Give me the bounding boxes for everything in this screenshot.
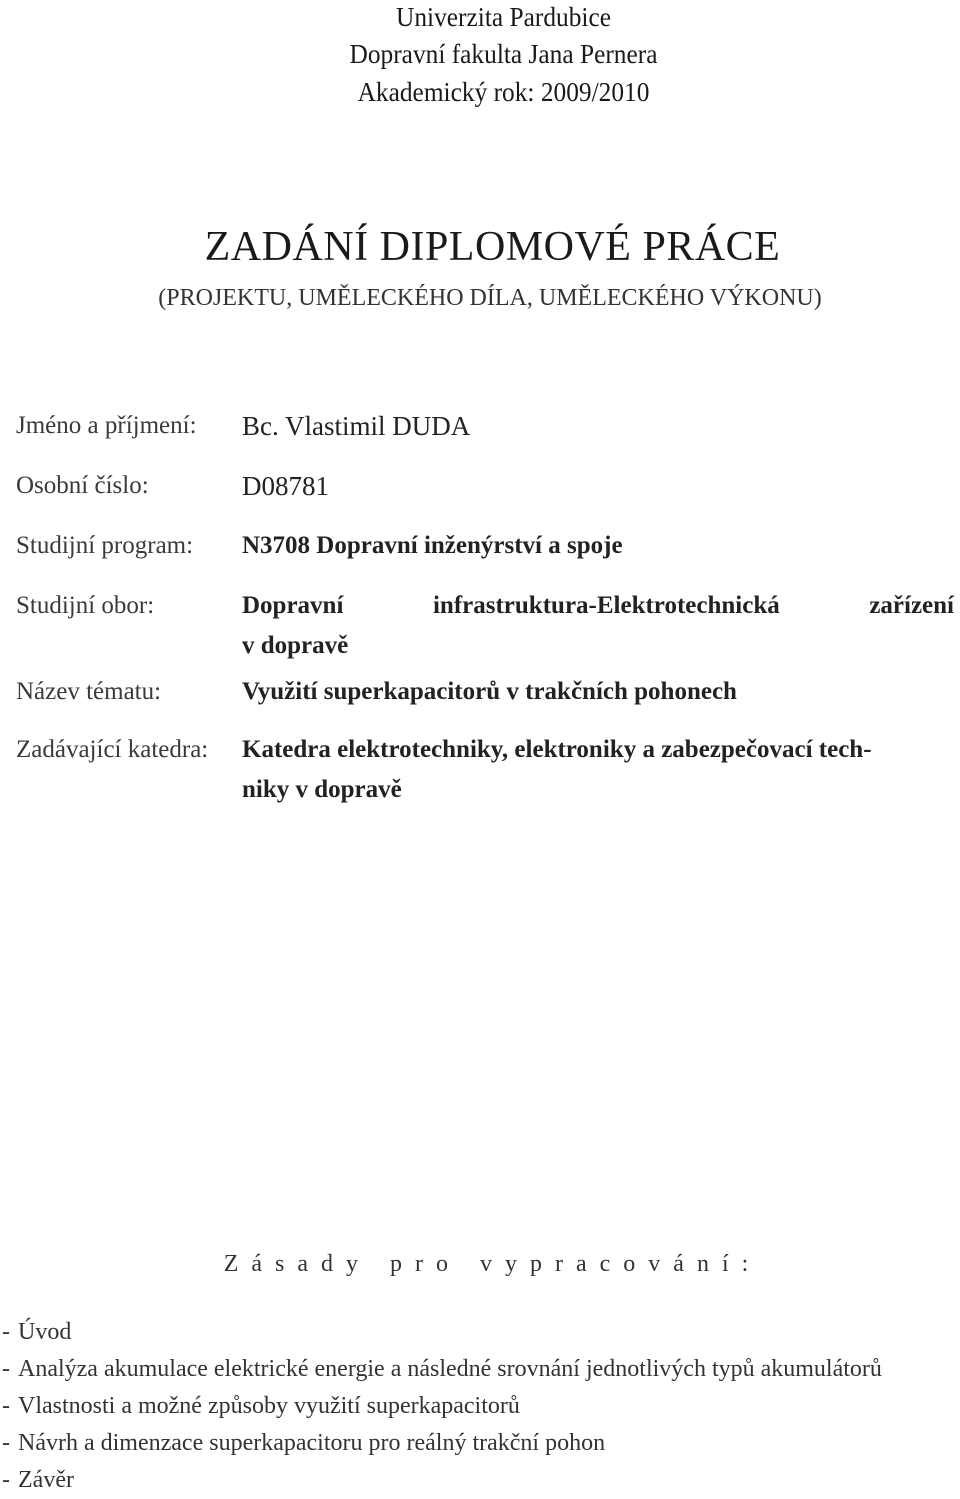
university-name: Univerzita Pardubice [396,2,611,32]
department-label: Zadávající katedra: [16,736,209,763]
department-line1: Katedra elektrotechniky, elektroniky a zabezpečovací tech- [242,736,872,763]
bullet-dash: - [2,1430,10,1456]
field-of-study-word1: Dopravní [242,592,344,619]
field-of-study-label: Studijní obor: [16,592,155,619]
principles-list [2,1314,960,1499]
bullet-dash: - [2,1356,10,1382]
field-of-study-line2: v dopravě [242,632,349,659]
field-of-study-word2: infrastruktura-Elektrotechnická [432,592,780,619]
document-title: ZADÁNÍ DIPLOMOVÉ PRÁCE [204,224,781,270]
topic-value: Využití superkapacitorů v trakčních pohonech [242,678,737,705]
topic-label: Název tématu: [16,678,162,705]
field-of-study-value [242,586,954,666]
bullet-dash: - [2,1467,10,1493]
academic-year: Akademický rok: 2009/2010 [357,77,650,107]
name-label: Jméno a příjmení: [16,412,197,439]
principles-heading: Zásady pro vypracování: [223,1251,762,1277]
name-value: Bc. Vlastimil DUDA [242,411,471,441]
field-of-study-line1 [242,586,954,626]
department-line2: niky v dopravě [242,776,402,803]
department-value [242,730,954,810]
list-item: - Analýza akumulace elektrické energie a následné srovnání jednotlivých typů akumulátorů [2,1356,882,1382]
bullet-dash: - [2,1319,10,1345]
program-label: Studijní program: [16,532,194,559]
faculty-name: Dopravní fakulta Jana Pernera [349,39,658,69]
personal-number-label: Osobní číslo: [16,472,149,499]
list-item: - Závěr [2,1467,74,1493]
list-item: - Návrh a dimenzace superkapacitoru pro reálný trakční pohon [2,1430,606,1456]
list-item: - Úvod [2,1319,72,1345]
list-item: - Vlastnosti a možné způsoby využití superkapacitorů [2,1393,520,1419]
program-value: N3708 Dopravní inženýrství a spoje [242,532,623,559]
field-of-study-word3: zařízení [869,592,954,619]
personal-number-value: D08781 [242,471,329,501]
bullet-dash: - [2,1393,10,1419]
document-subtitle: (PROJEKTU, UMĚLECKÉHO DÍLA, UMĚLECKÉHO VÝKONU) [158,285,822,311]
